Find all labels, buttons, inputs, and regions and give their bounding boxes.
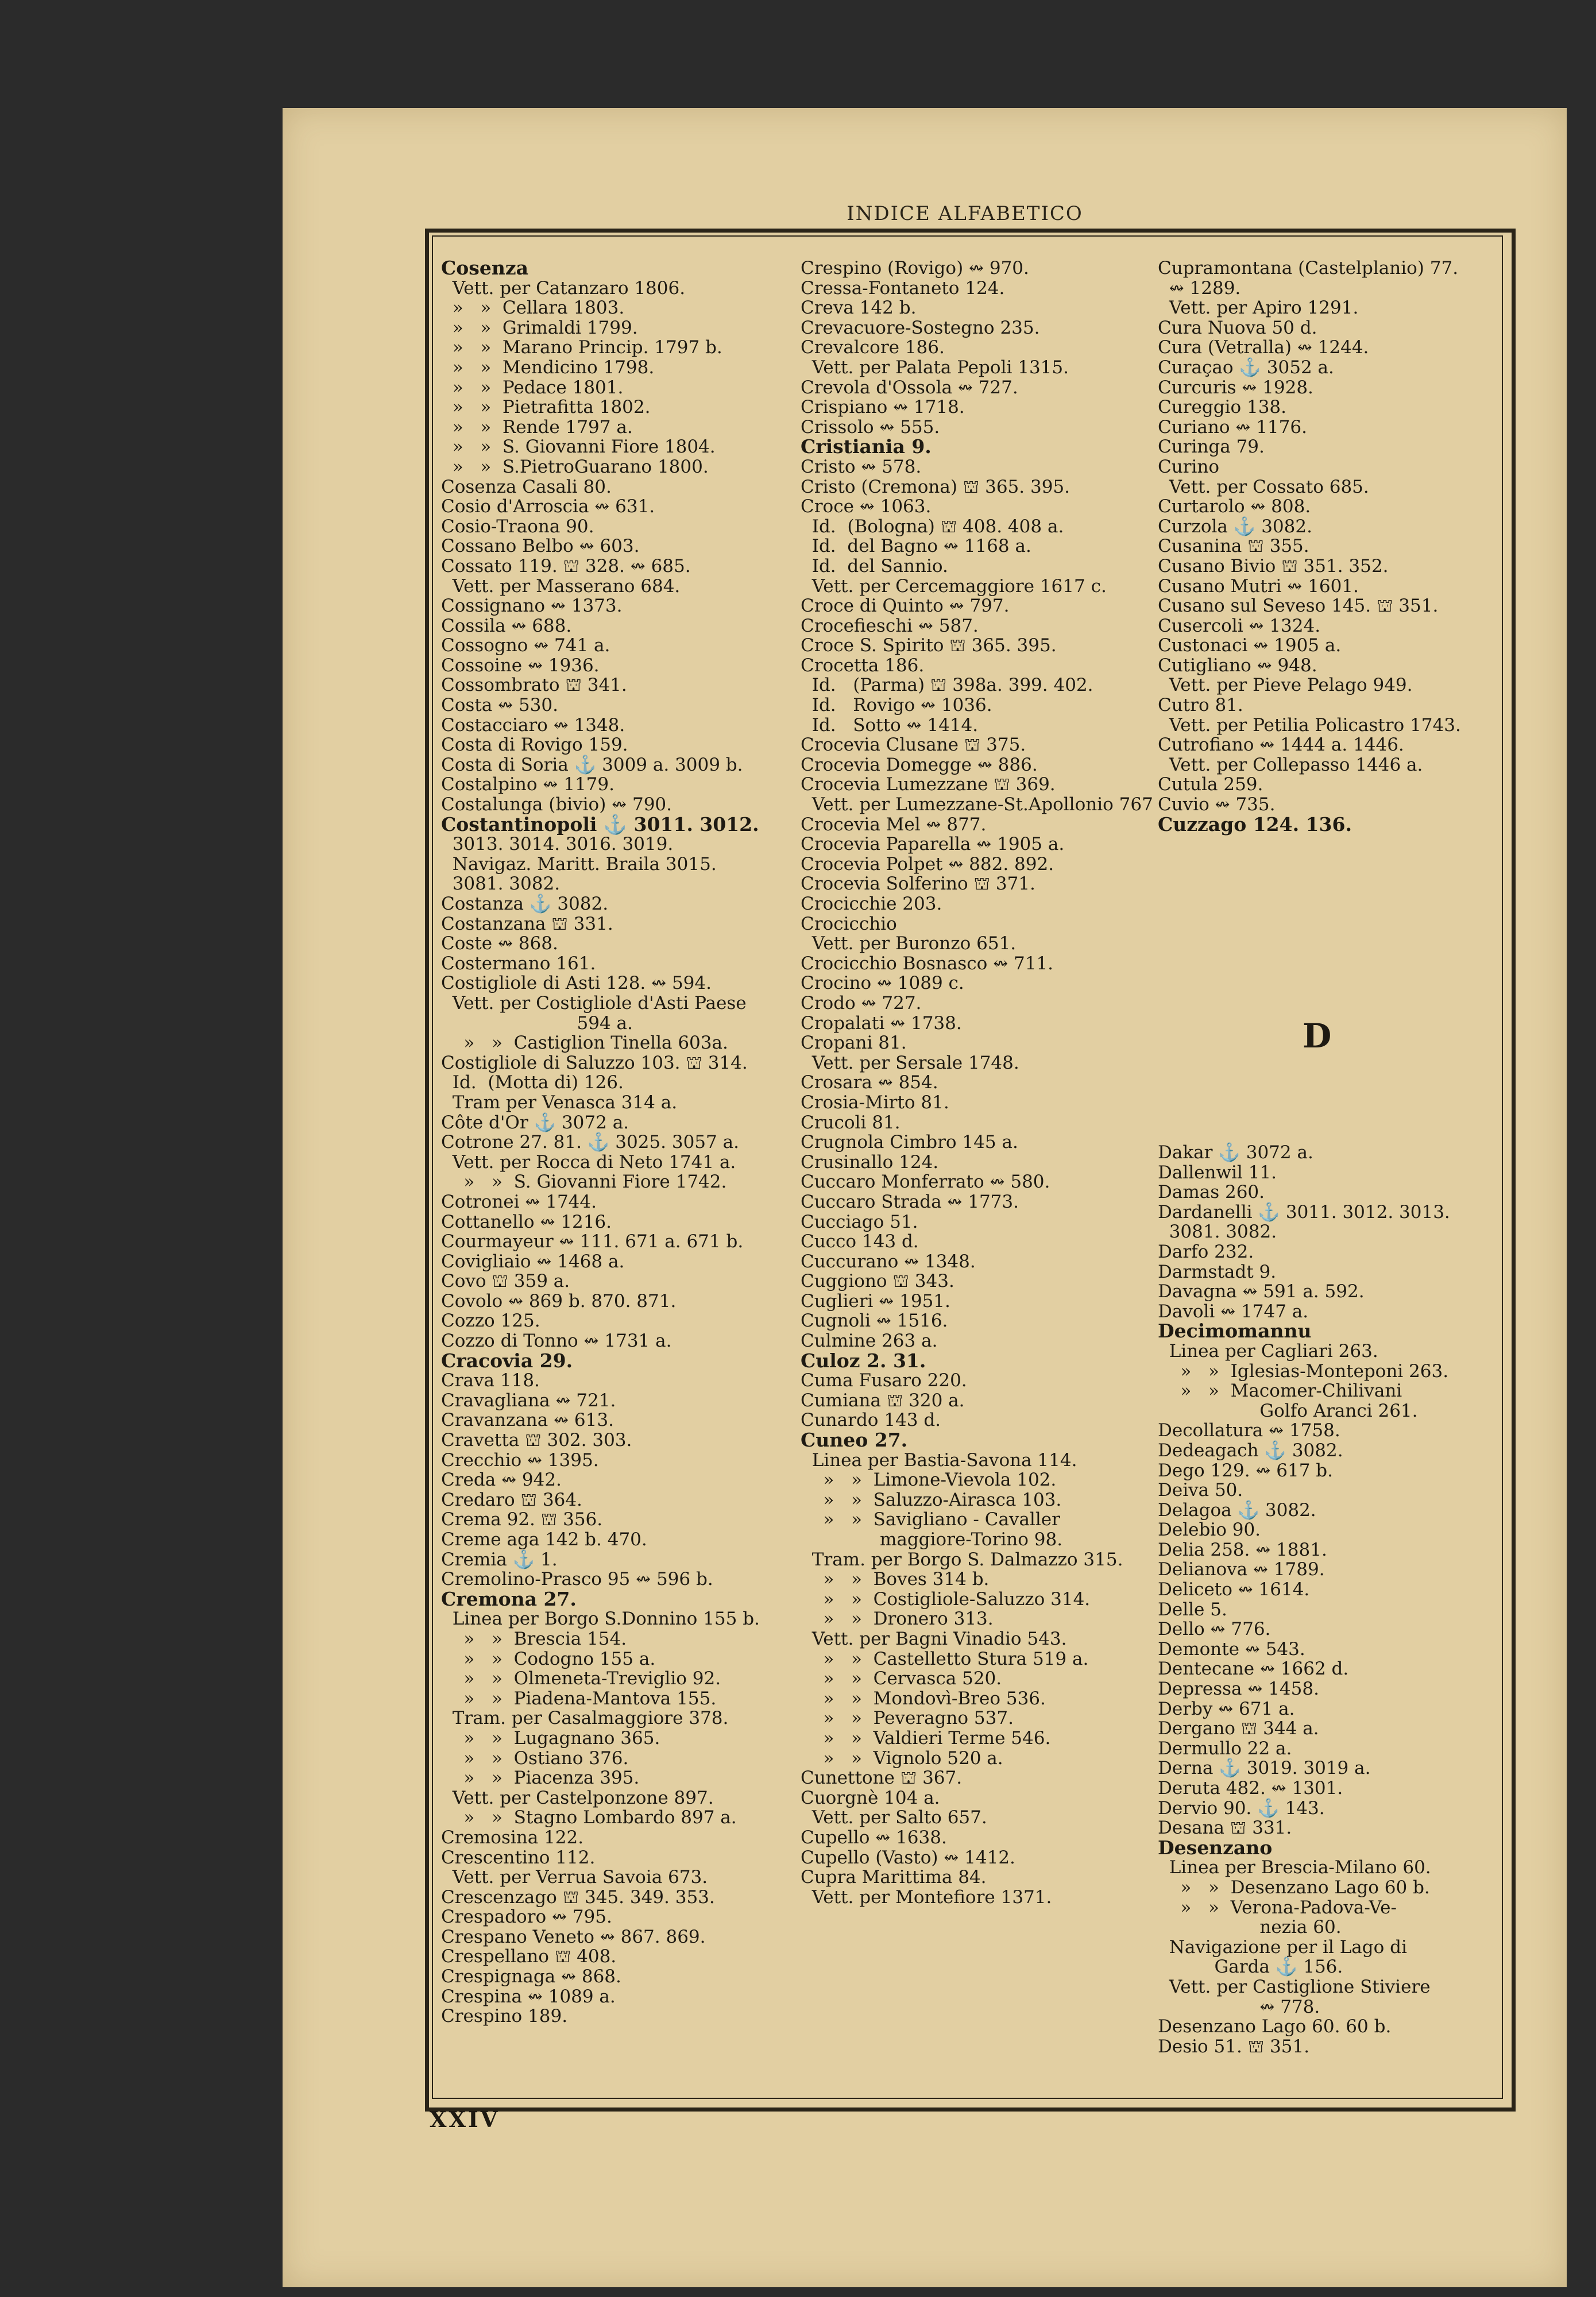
index-entry: » » S. Giovanni Fiore 1742. (441, 1171, 727, 1193)
index-entry: Cuvio ↭ 735. (1158, 794, 1276, 815)
index-entry: » » Cellara 1803. (441, 297, 625, 319)
index-entry: Creda ↭ 942. (441, 1470, 562, 1491)
index-entry: Cucco 143 d. (801, 1231, 919, 1252)
index-entry: Vett. per Salto 657. (801, 1807, 987, 1828)
index-entry: Delagoa ⚓ 3082. (1158, 1499, 1316, 1521)
index-entry: Cossila ↭ 688. (441, 615, 572, 636)
index-entry: » » Grimaldi 1799. (441, 317, 638, 338)
index-entry: Costacciaro ↭ 1348. (441, 714, 625, 736)
index-entry: Costa ↭ 530. (441, 695, 558, 716)
index-heading: Cristiania 9. (801, 435, 932, 458)
index-entry: maggiore-Torino 98. (801, 1529, 1063, 1550)
index-entry: Crocicchio (801, 913, 897, 934)
section-letter: D (1303, 1016, 1332, 1055)
index-entry: Custonaci ↭ 1905 a. (1158, 635, 1342, 656)
index-entry: Dergano ⛫ 344 a. (1158, 1718, 1319, 1739)
index-entry: Desio 51. ⛫ 351. (1158, 2036, 1310, 2057)
index-entry: » » Piadena-Mantova 155. (441, 1688, 717, 1709)
index-entry: Darfo 232. (1158, 1241, 1254, 1262)
index-entry: Cristo (Cremona) ⛫ 365. 395. (801, 476, 1071, 497)
index-entry: Dego 129. ↭ 617 b. (1158, 1460, 1333, 1481)
index-entry: 3081. 3082. (1158, 1221, 1277, 1243)
index-entry: Crucoli 81. (801, 1112, 901, 1133)
index-entry: Cremolino-Prasco 95 ↭ 596 b. (441, 1569, 713, 1590)
index-entry: Crevacuore-Sostegno 235. (801, 317, 1040, 338)
index-entry: nezia 60. (1158, 1917, 1342, 1938)
index-entry: Cucciago 51. (801, 1211, 918, 1232)
index-entry: Dallenwil 11. (1158, 1162, 1277, 1183)
index-entry: Vett. per Petilia Policastro 1743. (1158, 714, 1461, 736)
index-entry: Covolo ↭ 869 b. 870. 871. (441, 1290, 677, 1312)
index-entry: Cosio d'Arroscia ↭ 631. (441, 496, 655, 517)
index-entry: Cutro 81. (1158, 695, 1243, 716)
index-entry: Vett. per Castiglione Stiviere (1158, 1976, 1431, 1997)
index-entry: Vett. per Cercemaggiore 1617 c. (801, 575, 1107, 597)
index-entry: Navigazione per il Lago di (1158, 1936, 1407, 1958)
index-entry: Crispiano ↭ 1718. (801, 397, 965, 418)
index-entry: Vett. per Lumezzane-St.Apollonio 767 (801, 794, 1153, 815)
index-entry: Crusinallo 124. (801, 1151, 939, 1173)
index-entry: Cropani 81. (801, 1033, 907, 1054)
index-entry: » » S.PietroGuarano 1800. (441, 456, 709, 477)
index-entry: Dentecane ↭ 1662 d. (1158, 1658, 1349, 1680)
index-entry: Crocevia Solferino ⛫ 371. (801, 873, 1035, 895)
index-column-3-d-section (1158, 1143, 1497, 2056)
index-entry: Crespano Veneto ↭ 867. 869. (441, 1926, 706, 1947)
index-entry: Cutula 259. (1158, 774, 1263, 795)
index-entry: Crocevia Clusane ⛫ 375. (801, 734, 1026, 756)
index-entry: Crescenzago ⛫ 345. 349. 353. (441, 1886, 715, 1908)
index-entry: Cura Nuova 50 d. (1158, 317, 1317, 338)
index-entry: » » S. Giovanni Fiore 1804. (441, 436, 716, 458)
index-entry: Cravetta ⛫ 302. 303. (441, 1430, 632, 1451)
index-entry: Courmayeur ↭ 111. 671 a. 671 b. (441, 1231, 744, 1252)
index-entry: Vett. per Apiro 1291. (1158, 297, 1359, 319)
index-heading: Cuneo 27. (801, 1429, 908, 1452)
index-entry: Cupra Marittima 84. (801, 1867, 987, 1888)
index-entry: Vett. per Verrua Savoia 673. (441, 1867, 708, 1888)
index-entry: » » Verona-Padova-Ve- (1158, 1897, 1397, 1918)
index-entry: Delia 258. ↭ 1881. (1158, 1539, 1327, 1560)
index-entry: » » Codogno 155 a. (441, 1648, 656, 1669)
index-entry: Culmine 263 a. (801, 1331, 938, 1352)
index-heading: Culoz 2. 31. (801, 1349, 926, 1372)
index-entry: Crocevia Lumezzane ⛫ 369. (801, 774, 1056, 795)
index-entry: Vett. per Rocca di Neto 1741 a. (441, 1151, 736, 1173)
index-entry: » » Desenzano Lago 60 b. (1158, 1877, 1430, 1898)
index-entry: Garda ⚓ 156. (1158, 1956, 1343, 1978)
index-entry: Linea per Borgo S.Donnino 155 b. (441, 1608, 760, 1630)
index-entry: Vett. per Bagni Vinadio 543. (801, 1628, 1067, 1649)
index-entry: » » Valdieri Terme 546. (801, 1727, 1051, 1749)
index-entry: Curaçao ⚓ 3052 a. (1158, 357, 1334, 378)
index-entry: Cozzo 125. (441, 1310, 540, 1332)
index-heading: Cuzzago 124. 136. (1158, 813, 1352, 836)
index-entry: Vett. per Costigliole d'Asti Paese (441, 992, 747, 1014)
index-entry: Crocicchio Bosnasco ↭ 711. (801, 953, 1054, 974)
index-entry: Cravanzana ↭ 613. (441, 1410, 614, 1431)
index-entry: Desana ⛫ 331. (1158, 1818, 1292, 1839)
index-entry: Cropalati ↭ 1738. (801, 1012, 962, 1034)
index-entry: » » Peveragno 537. (801, 1708, 1014, 1729)
index-entry: » » Olmeneta-Treviglio 92. (441, 1668, 721, 1689)
index-entry: Vett. per Collepasso 1446 a. (1158, 754, 1423, 775)
index-entry: Croce ↭ 1063. (801, 496, 932, 517)
index-entry: Cuccurano ↭ 1348. (801, 1251, 976, 1272)
index-entry: Davagna ↭ 591 a. 592. (1158, 1281, 1365, 1302)
index-entry: Id. del Bagno ↭ 1168 a. (801, 536, 1031, 557)
index-entry: » » Piacenza 395. (441, 1768, 640, 1789)
index-entry: » » Rende 1797 a. (441, 416, 633, 438)
index-entry: Tram per Venasca 314 a. (441, 1092, 678, 1113)
index-entry: Cotrone 27. 81. ⚓ 3025. 3057 a. (441, 1132, 739, 1153)
index-entry: Crespadoro ↭ 795. (441, 1907, 612, 1928)
page-number: XXIV (430, 2106, 500, 2132)
index-entry: Dakar ⚓ 3072 a. (1158, 1142, 1313, 1163)
index-entry: Cosio-Traona 90. (441, 516, 594, 537)
index-entry: Vett. per Catanzaro 1806. (441, 277, 686, 299)
index-entry: Navigaz. Maritt. Braila 3015. (441, 853, 717, 875)
index-entry: Cremosina 122. (441, 1827, 584, 1848)
index-entry: Crocefieschi ↭ 587. (801, 615, 979, 636)
index-entry: Vett. per Buronzo 651. (801, 933, 1017, 954)
index-entry: Id. Rovigo ↭ 1036. (801, 695, 992, 716)
index-entry: Cristo ↭ 578. (801, 456, 922, 477)
index-entry: Vett. per Masserano 684. (441, 575, 681, 597)
index-entry: Id. Sotto ↭ 1414. (801, 714, 979, 736)
index-entry: Costalunga (bivio) ↭ 790. (441, 794, 673, 815)
index-entry: Crespino (Rovigo) ↭ 970. (801, 258, 1029, 279)
index-entry: Desenzano Lago 60. 60 b. (1158, 2016, 1392, 2037)
index-entry: Deiva 50. (1158, 1480, 1243, 1501)
index-entry: » » Pietrafitta 1802. (441, 397, 651, 418)
index-entry: Covigliaio ↭ 1468 a. (441, 1251, 625, 1272)
index-entry: Vett. per Palata Pepoli 1315. (801, 357, 1069, 378)
page-header: INDICE ALFABETICO (847, 202, 1083, 225)
index-entry: Id. (Motta di) 126. (441, 1072, 624, 1093)
index-entry: » » Mondovì-Breo 536. (801, 1688, 1046, 1709)
index-entry: » » Ostiano 376. (441, 1747, 629, 1769)
index-entry: Cupramontana (Castelplanio) 77. (1158, 258, 1459, 279)
index-entry: Crevalcore 186. (801, 337, 945, 358)
index-entry: » » Castiglion Tinella 603a. (441, 1033, 728, 1054)
index-entry: Crocevia Polpet ↭ 882. 892. (801, 853, 1054, 875)
index-entry: Vett. per Pieve Pelago 949. (1158, 675, 1413, 696)
index-entry: Creva 142 b. (801, 297, 917, 319)
index-entry: Costanzana ⛫ 331. (441, 913, 613, 934)
index-entry: Darmstadt 9. (1158, 1261, 1277, 1282)
index-entry: Cuccaro Strada ↭ 1773. (801, 1191, 1019, 1212)
index-entry: Crodo ↭ 727. (801, 992, 922, 1014)
index-entry: Curzola ⚓ 3082. (1158, 516, 1312, 537)
index-entry: Linea per Bastia-Savona 114. (801, 1449, 1077, 1471)
index-entry: Cumiana ⛫ 320 a. (801, 1390, 965, 1411)
index-entry: Golfo Aranci 261. (1158, 1400, 1418, 1421)
index-entry: Dermullo 22 a. (1158, 1738, 1292, 1759)
index-entry: » » Pedace 1801. (441, 377, 624, 398)
index-entry: 3013. 3014. 3016. 3019. (441, 834, 674, 855)
index-entry: Crescentino 112. (441, 1847, 596, 1868)
index-entry: Crespino 189. (441, 2006, 568, 2027)
index-entry: Cosenza Casali 80. (441, 476, 612, 497)
index-entry: Crosara ↭ 854. (801, 1072, 938, 1093)
index-entry: Cossignano ↭ 1373. (441, 595, 623, 617)
index-entry: Derby ↭ 671 a. (1158, 1698, 1295, 1719)
index-entry: Crespignaga ↭ 868. (441, 1966, 621, 1987)
index-entry: Coste ↭ 868. (441, 933, 558, 954)
index-entry: Crissolo ↭ 555. (801, 416, 940, 438)
index-entry: Crevola d'Ossola ↭ 727. (801, 377, 1018, 398)
index-entry: Costa di Rovigo 159. (441, 734, 628, 756)
index-entry: Cugnoli ↭ 1516. (801, 1310, 948, 1332)
index-entry: Dardanelli ⚓ 3011. 3012. 3013. (1158, 1201, 1450, 1223)
index-entry: Côte d'Or ⚓ 3072 a. (441, 1112, 629, 1133)
index-entry: Derna ⚓ 3019. 3019 a. (1158, 1758, 1371, 1779)
index-entry: Croce di Quinto ↭ 797. (801, 595, 1010, 617)
index-entry: Id. del Sannio. (801, 555, 948, 577)
index-entry: Dervio 90. ⚓ 143. (1158, 1797, 1325, 1819)
index-entry: Cusano Bivio ⛫ 351. 352. (1158, 555, 1389, 577)
index-entry: Cupello (Vasto) ↭ 1412. (801, 1847, 1015, 1868)
index-heading: Costantinopoli ⚓ 3011. 3012. (441, 813, 759, 836)
index-entry: Cossombrato ⛫ 341. (441, 675, 627, 696)
index-column-2 (801, 258, 1153, 2096)
index-entry: Curinga 79. (1158, 436, 1265, 458)
index-entry: Cuccaro Monferrato ↭ 580. (801, 1171, 1050, 1193)
index-entry: Vett. per Sersale 1748. (801, 1052, 1019, 1073)
index-entry: Decollatura ↭ 1758. (1158, 1420, 1340, 1441)
index-entry: Costigliole di Asti 128. ↭ 594. (441, 973, 712, 994)
index-entry: Cossano Belbo ↭ 603. (441, 536, 640, 557)
index-entry: Costalpino ↭ 1179. (441, 774, 615, 795)
index-entry: Crugnola Cimbro 145 a. (801, 1132, 1018, 1153)
index-entry: Deruta 482. ↭ 1301. (1158, 1778, 1343, 1799)
index-entry: » » Limone-Vievola 102. (801, 1470, 1057, 1491)
index-entry: Crosia-Mirto 81. (801, 1092, 949, 1113)
index-entry: Creme aga 142 b. 470. (441, 1529, 647, 1550)
index-heading: Cracovia 29. (441, 1349, 573, 1372)
index-entry: » » Brescia 154. (441, 1628, 627, 1649)
index-entry: Delianova ↭ 1789. (1158, 1559, 1325, 1580)
index-entry: Cressa-Fontaneto 124. (801, 277, 1005, 299)
index-entry: 594 a. (441, 1012, 633, 1034)
index-entry: » » Lugagnano 365. (441, 1727, 660, 1749)
index-entry: Id. (Bologna) ⛫ 408. 408 a. (801, 516, 1064, 537)
index-entry: Costa di Soria ⚓ 3009 a. 3009 b. (441, 754, 743, 775)
index-heading: Decimomannu (1158, 1320, 1312, 1343)
index-entry: ↭ 778. (1158, 1996, 1320, 2017)
index-entry: » » Savigliano - Cavaller (801, 1509, 1060, 1530)
index-entry: » » Saluzzo-Airasca 103. (801, 1489, 1062, 1510)
index-entry: Cottanello ↭ 1216. (441, 1211, 612, 1232)
index-entry: Vett. per Cossato 685. (1158, 476, 1369, 497)
index-entry: » » Stagno Lombardo 897 a. (441, 1807, 737, 1828)
index-entry: Cotronei ↭ 1744. (441, 1191, 597, 1212)
index-entry: Crocicchie 203. (801, 894, 942, 914)
index-entry: Cunardo 143 d. (801, 1410, 941, 1431)
index-entry: Dello ↭ 776. (1158, 1619, 1271, 1640)
index-entry: Davoli ↭ 1747 a. (1158, 1301, 1309, 1322)
index-entry: Demonte ↭ 543. (1158, 1638, 1305, 1660)
index-entry: Vett. per Montefiore 1371. (801, 1886, 1052, 1908)
index-entry: » » Vignolo 520 a. (801, 1747, 1003, 1769)
index-entry: Cusercoli ↭ 1324. (1158, 615, 1321, 636)
index-entry: Cunettone ⛫ 367. (801, 1768, 963, 1789)
index-entry: Vett. per Castelponzone 897. (441, 1787, 714, 1808)
index-entry: Cuorgnè 104 a. (801, 1787, 940, 1808)
index-entry: ↭ 1289. (1158, 277, 1241, 299)
index-entry: Cutrofiano ↭ 1444 a. 1446. (1158, 734, 1404, 756)
index-entry: Cossogno ↭ 741 a. (441, 635, 610, 656)
index-entry: » » Cervasca 520. (801, 1668, 1002, 1689)
index-entry: Crespina ↭ 1089 a. (441, 1986, 616, 2007)
index-entry: Cusanina ⛫ 355. (1158, 536, 1309, 557)
index-entry: Crocino ↭ 1089 c. (801, 973, 964, 994)
index-entry: Delle 5. (1158, 1599, 1227, 1620)
index-entry: Cuglieri ↭ 1951. (801, 1290, 950, 1312)
index-entry: Cutigliano ↭ 948. (1158, 655, 1317, 676)
index-entry: Tram. per Borgo S. Dalmazzo 315. (801, 1549, 1123, 1570)
index-entry: Curino (1158, 456, 1220, 477)
index-entry: Linea per Brescia-Milano 60. (1158, 1857, 1431, 1878)
index-entry: Damas 260. (1158, 1182, 1265, 1203)
index-entry: Dedeagach ⚓ 3082. (1158, 1440, 1343, 1461)
index-entry: Costermano 161. (441, 953, 596, 974)
index-entry: » » Mendicino 1798. (441, 357, 655, 378)
index-entry: Cossato 119. ⛫ 328. ↭ 685. (441, 555, 691, 577)
index-entry: Cuma Fusaro 220. (801, 1370, 967, 1391)
index-entry: Curcuris ↭ 1928. (1158, 377, 1313, 398)
index-entry: Cozzo di Tonno ↭ 1731 a. (441, 1331, 672, 1352)
index-entry: » » Iglesias-Monteponi 263. (1158, 1360, 1449, 1382)
index-entry: Costanza ⚓ 3082. (441, 894, 609, 914)
index-heading: Desenzano (1158, 1836, 1273, 1859)
index-column-1 (441, 258, 786, 2096)
index-entry: Curiano ↭ 1176. (1158, 416, 1307, 438)
index-entry: Cupello ↭ 1638. (801, 1827, 947, 1848)
index-entry: Cravagliana ↭ 721. (441, 1390, 616, 1411)
index-entry: » » Costigliole-Saluzzo 314. (801, 1588, 1091, 1610)
index-entry: » » Marano Princip. 1797 b. (441, 337, 722, 358)
index-entry: Deliceto ↭ 1614. (1158, 1579, 1310, 1600)
index-entry: Tram. per Casalmaggiore 378. (441, 1708, 729, 1729)
index-entry: » » Macomer-Chilivani (1158, 1380, 1402, 1402)
index-entry: Crespellano ⛫ 408. (441, 1946, 617, 1967)
index-entry: Croce S. Spirito ⛫ 365. 395. (801, 635, 1057, 656)
index-entry: Crocevia Mel ↭ 877. (801, 814, 987, 835)
index-entry: Cureggio 138. (1158, 397, 1286, 418)
index-entry: Crocevia Domegge ↭ 886. (801, 754, 1038, 775)
index-entry: 3081. 3082. (441, 873, 561, 895)
index-entry: Crocevia Paparella ↭ 1905 a. (801, 834, 1065, 855)
index-entry: Crocetta 186. (801, 655, 925, 676)
index-entry: Linea per Cagliari 263. (1158, 1340, 1378, 1362)
index-entry: Covo ⛫ 359 a. (441, 1271, 570, 1292)
index-entry: Curtarolo ↭ 808. (1158, 496, 1311, 517)
index-entry: Cura (Vetralla) ↭ 1244. (1158, 337, 1369, 358)
index-entry: Id. (Parma) ⛫ 398a. 399. 402. (801, 675, 1093, 696)
index-entry: Crecchio ↭ 1395. (441, 1449, 599, 1471)
index-entry: Cossoine ↭ 1936. (441, 655, 600, 676)
index-entry: Credaro ⛫ 364. (441, 1489, 582, 1510)
index-entry: Delebio 90. (1158, 1519, 1261, 1541)
index-entry: Depressa ↭ 1458. (1158, 1679, 1319, 1700)
index-entry: Cremia ⚓ 1. (441, 1549, 558, 1570)
index-entry: Crema 92. ⛫ 356. (441, 1509, 603, 1530)
index-entry: Cuggiono ⛫ 343. (801, 1271, 954, 1292)
index-entry: » » Castelletto Stura 519 a. (801, 1648, 1089, 1669)
index-heading: Cremona 27. (441, 1587, 577, 1610)
index-entry: » » Boves 314 b. (801, 1569, 990, 1590)
index-entry: » » Dronero 313. (801, 1608, 994, 1630)
index-entry: Cusano Mutri ↭ 1601. (1158, 575, 1359, 597)
index-entry: Crava 118. (441, 1370, 540, 1391)
index-heading: Cosenza (441, 257, 528, 279)
index-entry: Costigliole di Saluzzo 103. ⛫ 314. (441, 1052, 748, 1073)
index-entry: Cusano sul Seveso 145. ⛫ 351. (1158, 595, 1439, 617)
